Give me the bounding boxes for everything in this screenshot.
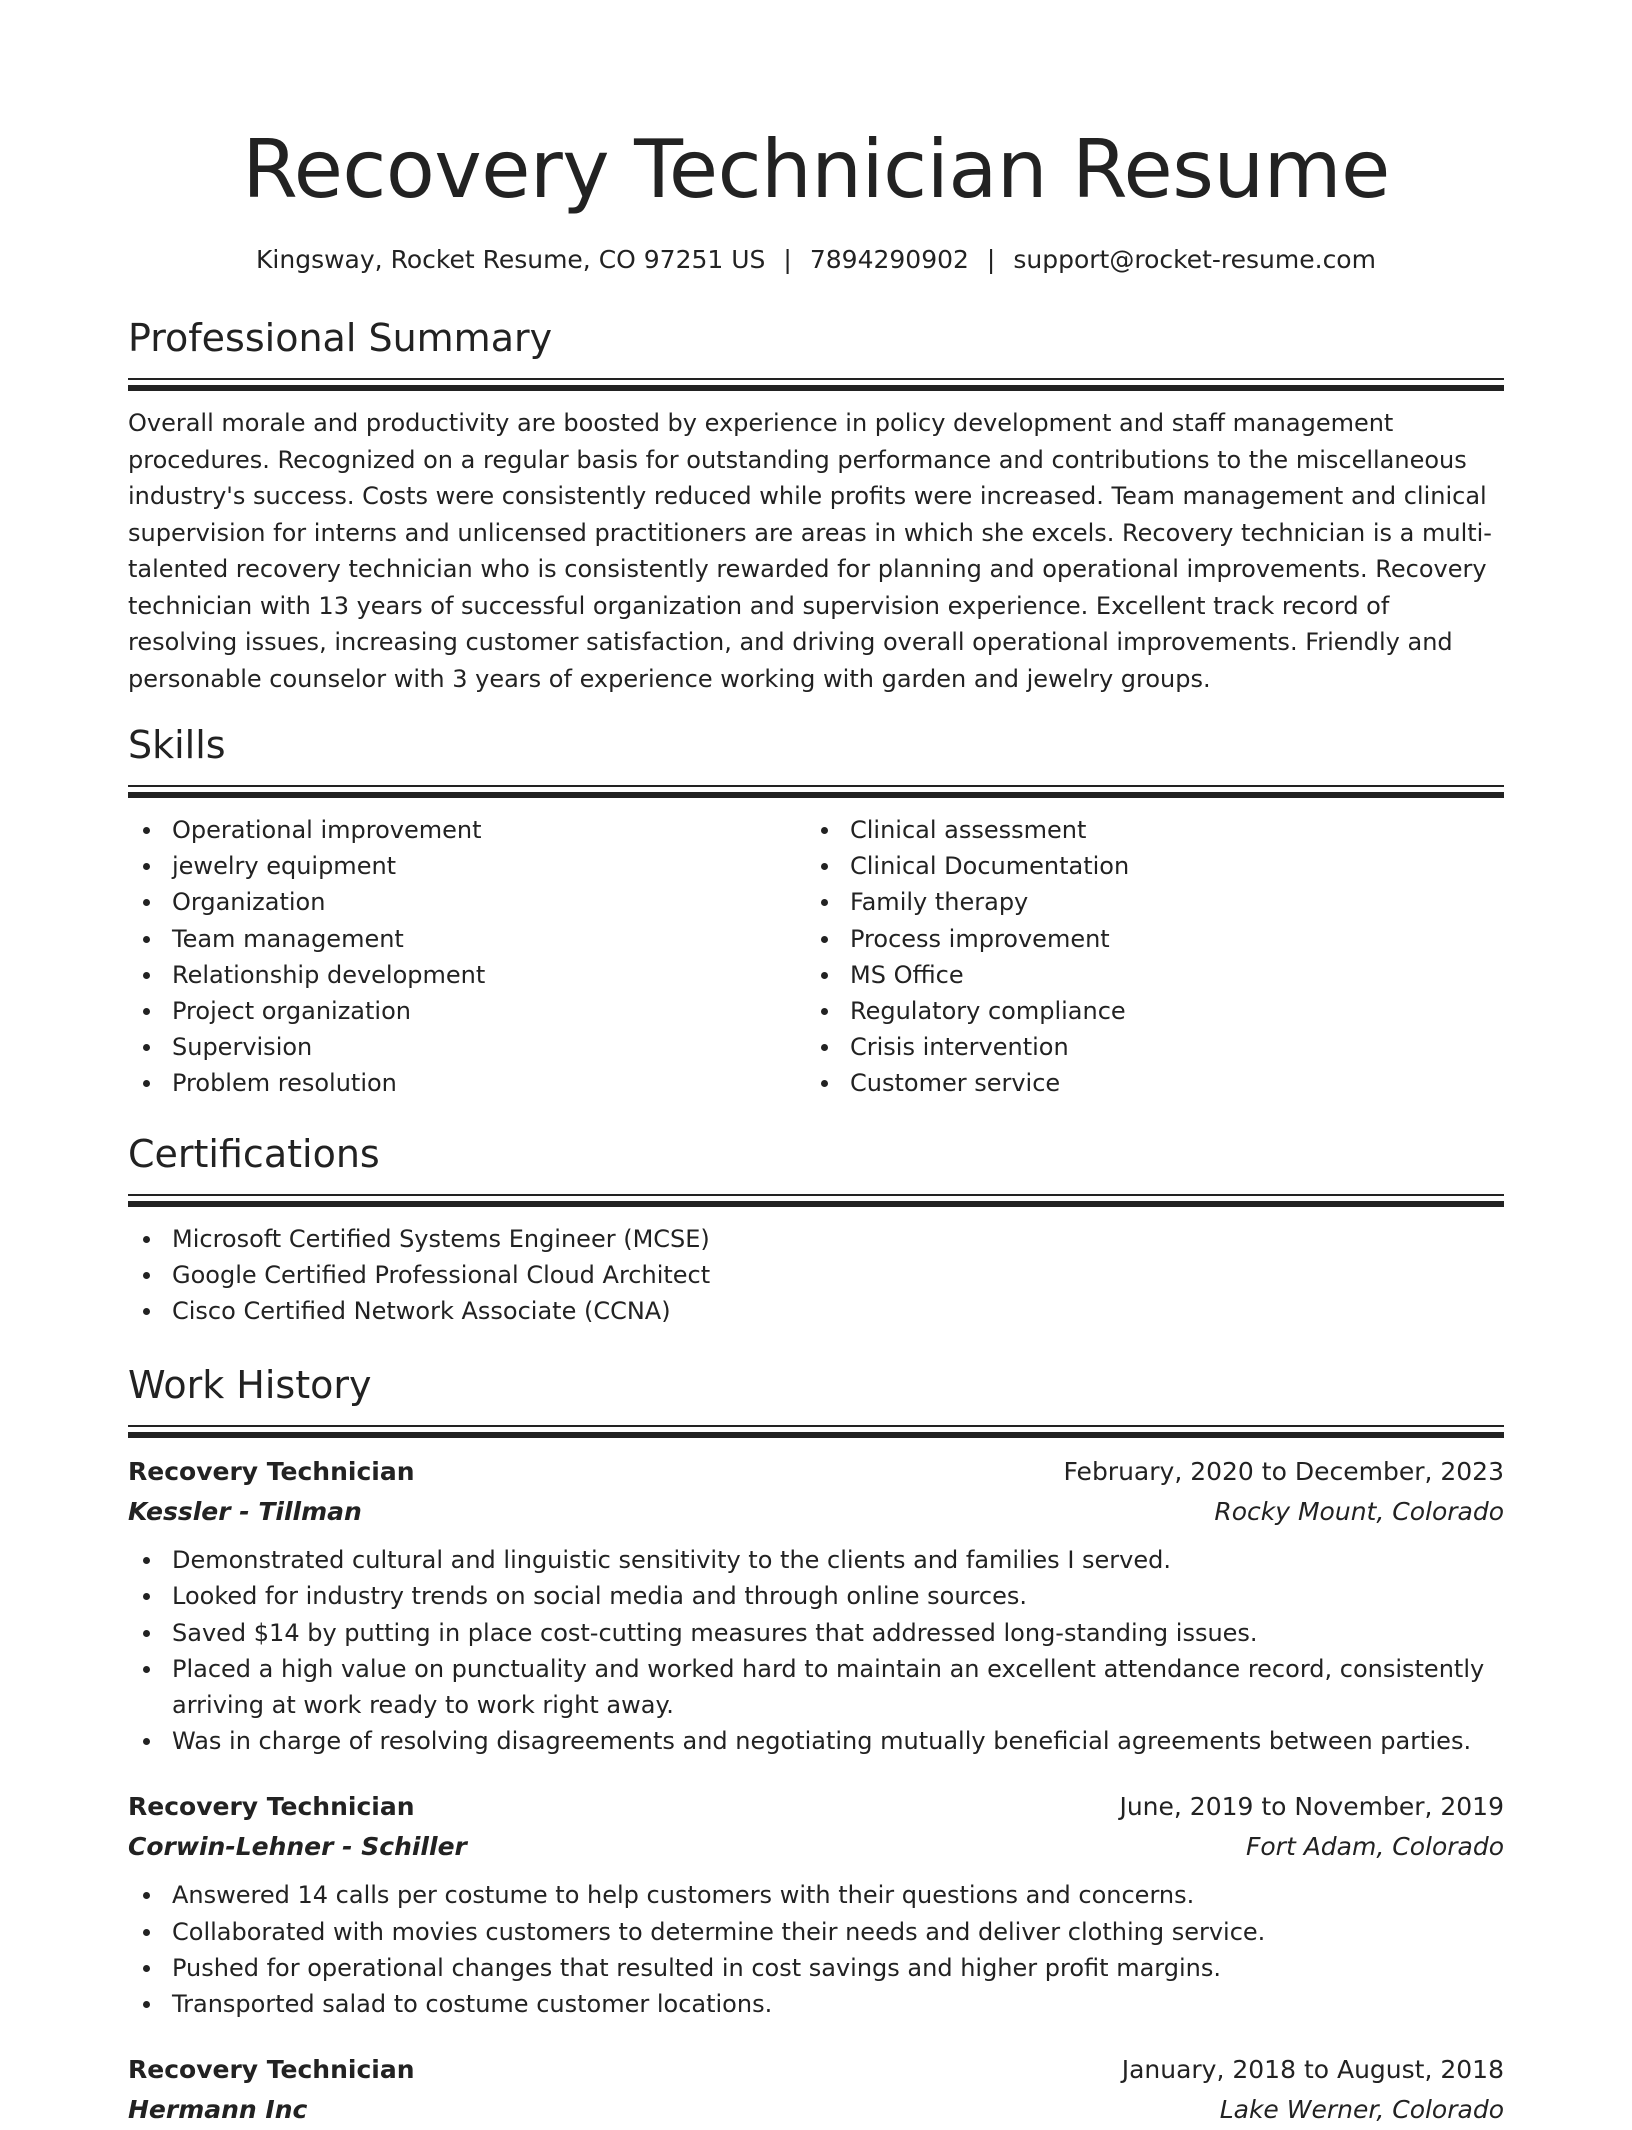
job-bullets bbox=[128, 1877, 1504, 2022]
skill-item: Organization bbox=[128, 884, 806, 920]
section-divider bbox=[128, 1194, 1504, 1207]
contact-separator: | bbox=[783, 245, 792, 274]
job-dates: June, 2019 to November, 2019 bbox=[1119, 1792, 1504, 1822]
skills-heading: Skills bbox=[128, 723, 226, 767]
job-bullet: Looked for industry trends on social media and through online sources. bbox=[128, 1578, 1504, 1614]
summary-section bbox=[128, 314, 1504, 697]
job-subheader bbox=[128, 1492, 1504, 1532]
skill-item: Project organization bbox=[128, 993, 806, 1029]
certification-item: Microsoft Certified Systems Engineer (MCSE) bbox=[128, 1221, 1504, 1257]
work-history-heading: Work History bbox=[128, 1363, 372, 1408]
certification-item: Cisco Certified Network Associate (CCNA) bbox=[128, 1293, 1504, 1329]
work-history-section bbox=[128, 1361, 1504, 2130]
skills-section bbox=[128, 721, 1504, 1102]
job-bullet: Placed a high value on punctuality and worked hard to maintain an excellent attendance record, consistently arriving at work ready to work right away. bbox=[128, 1651, 1504, 1723]
skill-item: Regulatory compliance bbox=[806, 993, 1484, 1029]
job-company: Corwin-Lehner - Schiller bbox=[128, 1832, 467, 1862]
job-entry bbox=[128, 1787, 1504, 2022]
contact-line bbox=[128, 244, 1504, 276]
skill-item: Problem resolution bbox=[128, 1065, 806, 1101]
job-title: Recovery Technician bbox=[128, 1457, 415, 1487]
resume-title: Recovery Technician Resume bbox=[242, 123, 1390, 216]
job-location: Rocky Mount, Colorado bbox=[1214, 1497, 1504, 1527]
certifications-list bbox=[128, 1221, 1504, 1330]
job-bullet: Saved $14 by putting in place cost-cutting measures that addressed long-standing issues. bbox=[128, 1615, 1504, 1651]
contact-address: Kingsway, Rocket Resume, CO 97251 US bbox=[256, 245, 766, 274]
skill-item: Customer service bbox=[806, 1065, 1484, 1101]
summary-heading: Professional Summary bbox=[128, 316, 553, 360]
skill-item: Team management bbox=[128, 921, 806, 957]
section-divider bbox=[128, 378, 1504, 391]
job-dates: January, 2018 to August, 2018 bbox=[1121, 2055, 1504, 2085]
skill-item: jewelry equipment bbox=[128, 848, 806, 884]
job-header bbox=[128, 1452, 1504, 1492]
skill-item: Clinical assessment bbox=[806, 812, 1484, 848]
job-bullet: Collaborated with movies customers to determine their needs and deliver clothing service. bbox=[128, 1914, 1504, 1950]
job-header bbox=[128, 2050, 1504, 2090]
job-header bbox=[128, 1787, 1504, 1827]
skill-item: Family therapy bbox=[806, 884, 1484, 920]
job-entry bbox=[128, 2050, 1504, 2130]
certification-item: Google Certified Professional Cloud Architect bbox=[128, 1257, 1504, 1293]
skills-list-right bbox=[806, 812, 1484, 1102]
job-bullet: Transported salad to costume customer locations. bbox=[128, 1986, 1504, 2022]
summary-text: Overall morale and productivity are boosted by experience in policy development and staff management procedures. Recognized on a regular basis for outstanding performance and contributions to the miscellaneous industry's success. Costs were consistently reduced while profits were increased. Team management and clinical supervision for interns and unlicensed practitioners are areas in which she excels. Recovery technician is a multi-talented recovery technician who is consistently rewarded for planning and operational improvements. Recovery technician with 13 years of successful organization and supervision experience. Excellent track record of resolving issues, increasing customer satisfaction, and driving overall operational improvements. Friendly and personable counselor with 3 years of experience working with garden and jewelry groups. bbox=[128, 409, 1492, 693]
contact-email: support@rocket-resume.com bbox=[1013, 245, 1376, 274]
skill-item: Crisis intervention bbox=[806, 1029, 1484, 1065]
section-divider bbox=[128, 1425, 1504, 1438]
contact-phone: 7894290902 bbox=[809, 245, 969, 274]
job-bullet: Was in charge of resolving disagreements and negotiating mutually beneficial agreements between parties. bbox=[128, 1723, 1504, 1759]
skills-list-left bbox=[128, 812, 806, 1102]
job-bullet: Demonstrated cultural and linguistic sensitivity to the clients and families I served. bbox=[128, 1542, 1504, 1578]
skill-item: Supervision bbox=[128, 1029, 806, 1065]
skill-item: Process improvement bbox=[806, 921, 1484, 957]
skill-item: Clinical Documentation bbox=[806, 848, 1484, 884]
skill-item: Operational improvement bbox=[128, 812, 806, 848]
job-location: Fort Adam, Colorado bbox=[1246, 1832, 1504, 1862]
skill-item: Relationship development bbox=[128, 957, 806, 993]
job-bullet: Pushed for operational changes that resulted in cost savings and higher profit margins. bbox=[128, 1950, 1504, 1986]
job-entry bbox=[128, 1452, 1504, 1759]
resume-page bbox=[128, 0, 1504, 2130]
section-divider bbox=[128, 785, 1504, 798]
job-company: Hermann Inc bbox=[128, 2095, 308, 2125]
certifications-section bbox=[128, 1130, 1504, 1330]
job-title: Recovery Technician bbox=[128, 1792, 415, 1822]
job-title: Recovery Technician bbox=[128, 2055, 415, 2085]
job-dates: February, 2020 to December, 2023 bbox=[1063, 1457, 1504, 1487]
skills-grid bbox=[128, 812, 1504, 1102]
contact-separator: | bbox=[986, 245, 996, 274]
job-bullet: Answered 14 calls per costume to help customers with their questions and concerns. bbox=[128, 1877, 1504, 1913]
job-subheader bbox=[128, 2090, 1504, 2130]
job-location: Lake Werner, Colorado bbox=[1219, 2095, 1504, 2125]
job-bullets bbox=[128, 1542, 1504, 1759]
skill-item: MS Office bbox=[806, 957, 1484, 993]
job-company: Kessler - Tillman bbox=[128, 1497, 362, 1527]
job-subheader bbox=[128, 1827, 1504, 1867]
certifications-heading: Certifications bbox=[128, 1131, 380, 1176]
